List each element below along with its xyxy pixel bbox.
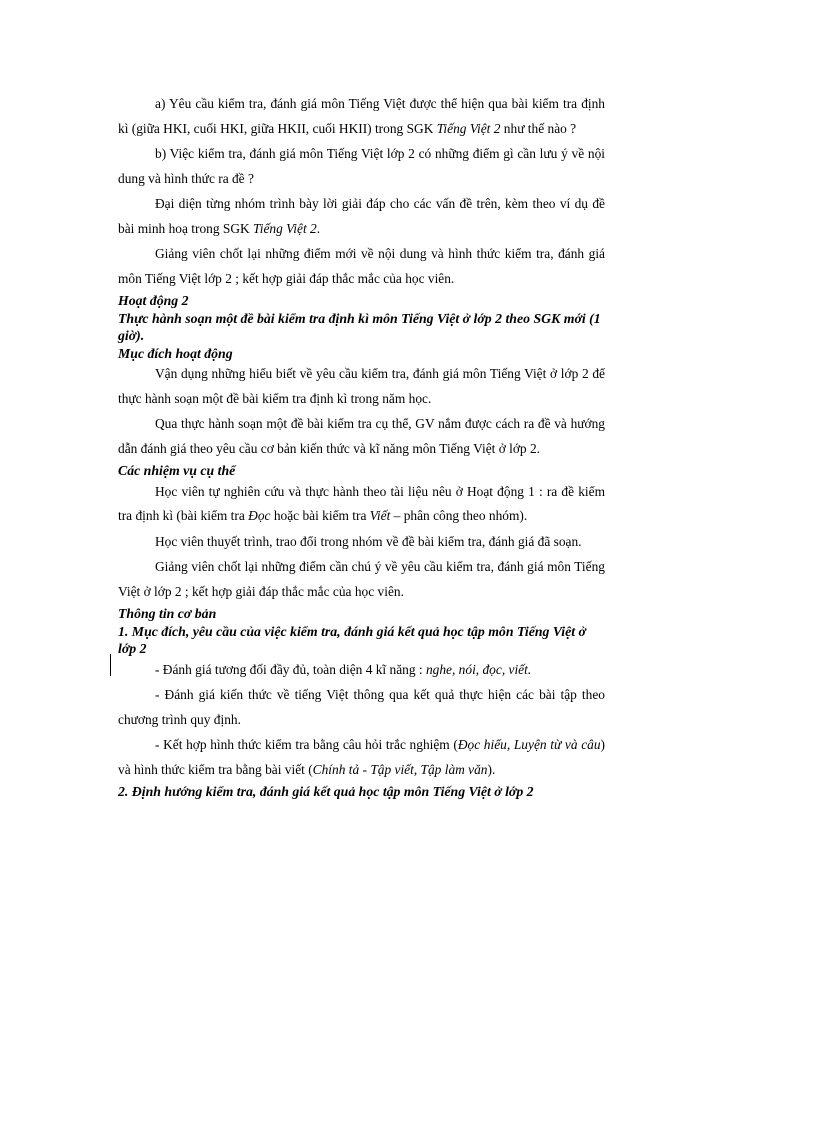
paragraph-lecturer-summary-2: Giảng viên chốt lại những điểm cần chú ý về yêu cầu kiểm tra, đánh giá môn Tiếng Việt ở lớp 2 ; kết hợp giải đáp thắc mắc của học viên. [118,559,605,599]
text-run: Chính tả - Tập viết, Tập làm văn [312,761,488,777]
paragraph-learner-present: Học viên thuyết trình, trao đổi trong nhóm về đề bài kiểm tra, đánh giá đã soạn. [155,533,582,549]
text-run: nghe, nói, đọc, viết. [425,661,532,677]
bullet-skills [118,658,605,683]
heading-activity-purpose: Mục đích hoạt động [118,345,233,361]
document-page [118,92,605,801]
book-title: Tiếng Việt 2 [436,120,501,136]
paragraph-lecturer-summary-1: Giảng viên chốt lại những điểm mới về nội dung và hình thức kiểm tra, đánh giá môn Tiếng Việt lớp 2 ; kết hợp giải đáp thắc mắc của học viên. [118,246,605,286]
paragraph-question-a [118,92,605,141]
paragraph-question-b: b) Việc kiểm tra, đánh giá môn Tiếng Việt lớp 2 có những điểm gì cần lưu ý về nội dung và hình thức ra đề ? [118,146,605,186]
text-cursor [110,654,111,676]
text-run: ) và hình thức kiểm tra bằng bài viết ( [118,737,606,777]
bullet-test-forms [118,733,605,782]
text-run: Đọc hiểu, Luyện từ và câu [457,737,601,752]
text-run: - Đánh giá tương đối đầy đủ, toàn diện 4 kĩ năng : [155,661,426,677]
heading-specific-tasks: Các nhiệm vụ cụ thể [118,463,236,478]
text-run: như thế nào ? [500,120,577,136]
heading-section-1: 1. Mục đích, yêu cầu của việc kiểm tra, đánh giá kết quả học tập môn Tiếng Việt ở lớp 2 [118,623,586,656]
heading-activity-2-title: Thực hành soạn một đề bài kiểm tra định kì môn Tiếng Việt ở lớp 2 theo SGK mới (1 giờ). [118,310,601,343]
text-run: Học viên tự nghiên cứu và thực hành theo tài liệu nêu ở Hoạt động 1 : ra đề kiểm tra định kì (bài kiểm tra [118,483,605,523]
heading-section-2: 2. Định hướng kiểm tra, đánh giá kết quả học tập môn Tiếng Việt ở lớp 2 [118,784,534,799]
paragraph-through-practice: Qua thực hành soạn một đề bài kiểm tra cụ thể, GV nắm được cách ra đề và hướng dẫn đánh giá theo yêu cầu cơ bản kiến thức và kĩ năng môn Tiếng Việt ở lớp 2. [118,416,605,456]
text-run: . [316,220,321,236]
text-run: Đại diện từng nhóm trình bày lời giải đáp cho các vấn đề trên, kèm theo ví dụ đề bài minh hoạ trong SGK [118,196,605,236]
paragraph-apply: Vận dụng những hiểu biết về yêu cầu kiểm tra, đánh giá môn Tiếng Việt ở lớp 2 để thực hành soạn một đề bài kiểm tra định kì trong năm học. [118,366,605,406]
text-run: Đọc [248,508,271,523]
text-run: hoặc bài kiểm tra [270,508,370,523]
paragraph-learner-research [118,480,605,529]
text-run: – phân công theo nhóm). [390,508,528,523]
text-run: Viết [369,508,391,523]
bullet-knowledge: - Đánh giá kiến thức về tiếng Việt thông qua kết quả thực hiện các bài tập theo chương trình quy định. [118,687,605,727]
text-run: a) Yêu cầu kiểm tra, đánh giá môn Tiếng Việt được thể hiện qua bài kiểm tra định kì (giữa HKI, cuối HKI, giữa HKII, cuối HKII) trong SGK [118,96,605,136]
book-title: Tiếng Việt 2 [253,220,317,236]
heading-basic-info: Thông tin cơ bản [118,606,217,621]
heading-activity-2: Hoạt động 2 [118,293,189,308]
text-run: - Kết hợp hình thức kiểm tra bằng câu hỏi trắc nghiệm ( [155,737,458,752]
paragraph-representatives [118,192,605,241]
text-run: ). [487,761,496,777]
